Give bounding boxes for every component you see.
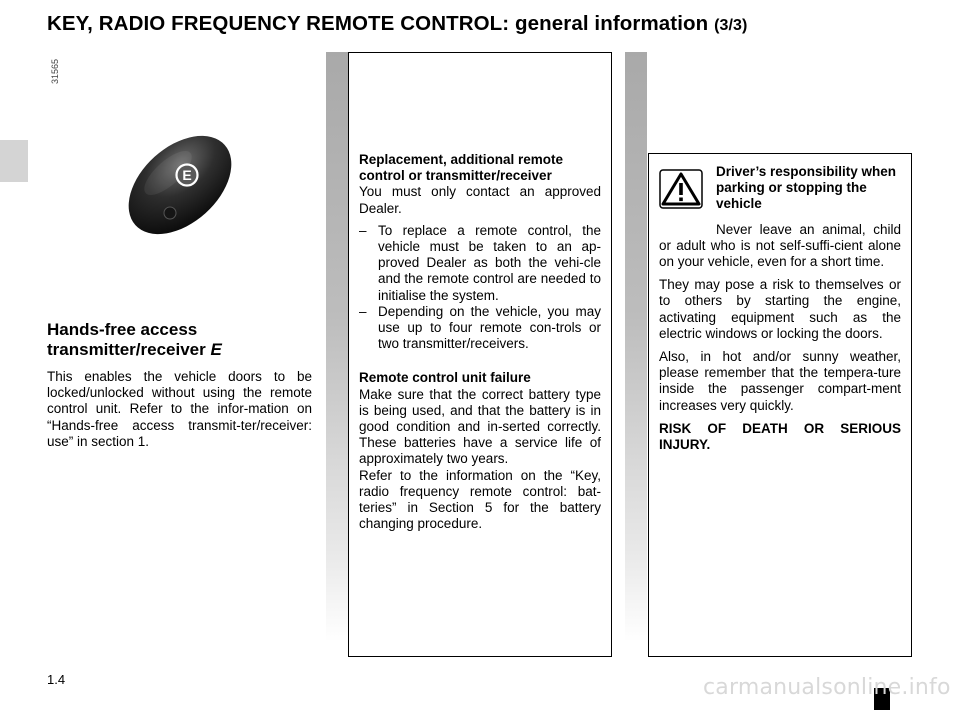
warning-paragraph-1: Never leave an animal, child or adult who is not self-suffi-cient alone on your vehicle, even for a short time. xyxy=(659,221,901,270)
list-item: – Depending on the vehicle, you may use up to four remote con-trols or two transmitter/receivers. xyxy=(359,304,601,353)
section-tab xyxy=(0,140,28,182)
failure-reference: Refer to the information on the “Key, radio frequency remote control: bat-teries” in Section 5 for the battery changing procedure. xyxy=(359,467,601,532)
figure-reference-number: 31565 xyxy=(50,58,60,84)
warning-paragraph-4: RISK OF DEATH OR SERIOUS INJURY. xyxy=(659,420,901,453)
remote-info-box xyxy=(348,52,612,657)
warning-triangle-icon xyxy=(659,169,703,209)
remote-key-image xyxy=(120,125,240,245)
driver-warning-box xyxy=(648,153,912,657)
key-label: E xyxy=(182,167,192,183)
list-item: – To replace a remote control, the vehicle must be taken to an ap-proved Dealer as both the vehi-cle and the remote control are needed to initialise the system. xyxy=(359,223,601,304)
failure-heading: Remote control unit failure xyxy=(359,370,531,386)
watermark-text: carmanualsonline.info xyxy=(703,675,951,700)
warning-heading: Driver’s responsibility when parking or stopping the vehicle xyxy=(716,164,897,212)
page-number: 1.4 xyxy=(47,672,66,687)
warning-paragraph-3: Also, in hot and/or sunny weather, please remember that the tempera-ture inside the passenger compart-ment increases very quickly. xyxy=(659,349,901,413)
hands-free-heading-suffix: E xyxy=(210,340,222,359)
hands-free-body: This enables the vehicle doors to be locked/unlocked without using the remote control unit. Refer to the infor-mation on “Hands-free access transmit-ter/receiver: use” in section 1. xyxy=(47,369,312,449)
failure-body: Make sure that the correct battery type is being used, and that the battery is in good condition and in-serted correctly. These batteries have a service life of approximately two years. xyxy=(359,386,601,467)
page-indicator: (3/3) xyxy=(714,17,748,34)
column-divider-left xyxy=(326,52,348,642)
replacement-list xyxy=(359,223,601,353)
replacement-heading: Replacement, additional remote control or transmitter/receiver xyxy=(359,152,564,184)
hands-free-heading xyxy=(47,320,312,360)
key-callout-e xyxy=(177,165,198,186)
warning-paragraph-2: They may pose a risk to themselves or to others by starting the engine, activating equipment such as the electric windows or locking the doors. xyxy=(659,277,901,341)
hands-free-heading-text: Hands-free access transmitter/receiver xyxy=(47,320,206,359)
replacement-body: You must only contact an approved Dealer. xyxy=(359,184,601,216)
page-title-text: KEY, RADIO FREQUENCY REMOTE CONTROL: general information xyxy=(47,12,709,35)
column-divider-right xyxy=(625,52,647,642)
page-title xyxy=(47,12,747,36)
